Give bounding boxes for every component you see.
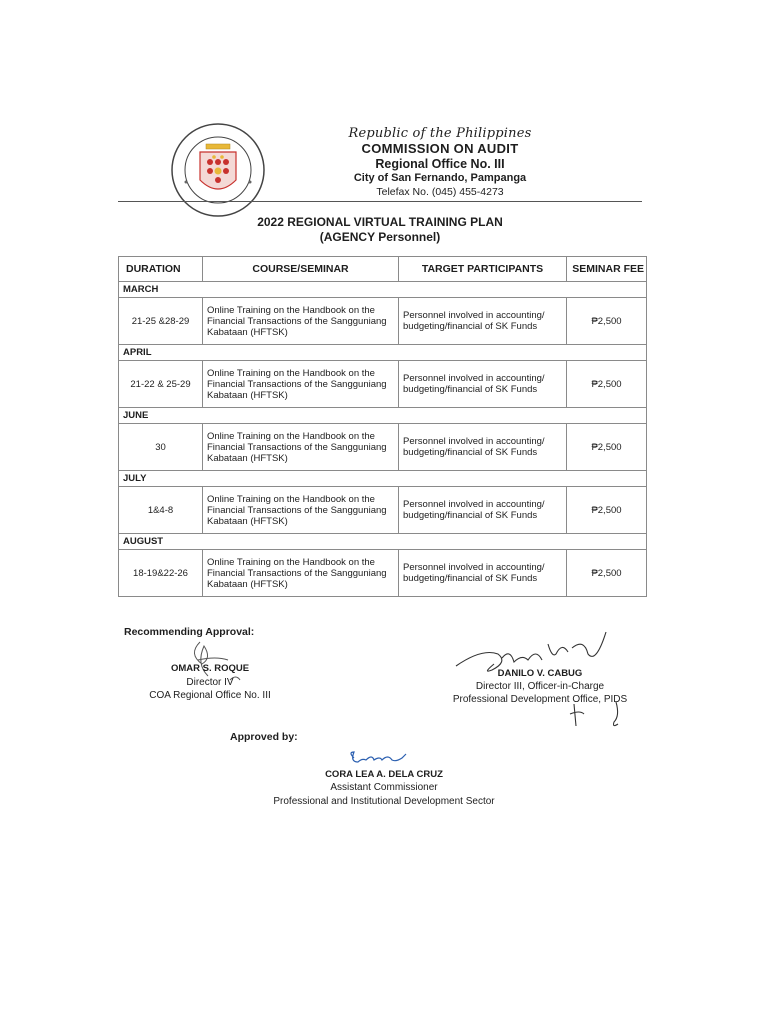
fee-cell: ₱2,500 — [567, 424, 647, 471]
duration-cell: 21-22 & 25-29 — [119, 361, 203, 408]
course-cell: Online Training on the Handbook on the Financial Transactions of the Sangguniang Kabataan (HFTSK) — [203, 550, 399, 597]
document-subtitle: (AGENCY Personnel) — [319, 230, 441, 244]
cora-dela-cruz-signature-icon — [346, 748, 416, 770]
coa-seal-icon — [170, 122, 266, 218]
course-cell: Online Training on the Handbook on the Financial Transactions of the Sangguniang Kabataan (HFTSK) — [203, 298, 399, 345]
bottom-signatory-position: Assistant Commissioner — [330, 782, 438, 793]
bottom-signatory-office: Professional and Institutional Development Sector — [273, 796, 495, 807]
course-cell: Online Training on the Handbook on the Financial Transactions of the Sangguniang Kabataan (HFTSK) — [203, 487, 399, 534]
month-label: JULY — [119, 471, 647, 487]
left-signatory-position: Director IV — [186, 677, 234, 688]
republic-heading: Republic of the Philippines — [348, 126, 532, 141]
participants-cell: Personnel involved in accounting/ budgeting/financial of SK Funds — [399, 424, 567, 471]
telefax: Telefax No. (045) 455-4273 — [376, 186, 504, 198]
course-cell: Online Training on the Handbook on the Financial Transactions of the Sangguniang Kabataan (HFTSK) — [203, 361, 399, 408]
office-city: City of San Fernando, Pampanga — [353, 172, 527, 184]
month-label: AUGUST — [119, 534, 647, 550]
month-label: APRIL — [119, 345, 647, 361]
document-title: 2022 REGIONAL VIRTUAL TRAINING PLAN — [257, 215, 503, 229]
month-row — [119, 282, 647, 298]
participants-cell: Personnel involved in accounting/ budgeting/financial of SK Funds — [399, 487, 567, 534]
month-label: JUNE — [119, 408, 647, 424]
training-plan-table — [118, 256, 647, 597]
month-label: MARCH — [119, 282, 647, 298]
col-participants: TARGET PARTICIPANTS — [399, 257, 567, 282]
table-row — [119, 298, 647, 345]
month-row — [119, 534, 647, 550]
fee-cell: ₱2,500 — [567, 487, 647, 534]
right-signatory-position: Director III, Officer-in-Charge — [475, 681, 605, 692]
month-row — [119, 345, 647, 361]
participants-cell: Personnel involved in accounting/ budgeting/financial of SK Funds — [399, 361, 567, 408]
regional-office: Regional Office No. III — [375, 157, 505, 171]
fee-cell: ₱2,500 — [567, 298, 647, 345]
table-row — [119, 487, 647, 534]
fee-cell: ₱2,500 — [567, 550, 647, 597]
left-signatory-name: OMAR S. ROQUE — [170, 663, 250, 674]
left-signatory-office: COA Regional Office No. III — [149, 690, 271, 701]
duration-cell: 21-25 &28-29 — [119, 298, 203, 345]
agency-name: COMMISSION ON AUDIT — [361, 141, 519, 156]
duration-cell: 1&4-8 — [119, 487, 203, 534]
right-signatory-name: DANILO V. CABUG — [497, 668, 583, 679]
table-row — [119, 361, 647, 408]
approved-by-label: Approved by: — [230, 731, 298, 743]
duration-cell: 18-19&22-26 — [119, 550, 203, 597]
col-duration: DURATION — [119, 257, 203, 282]
recommending-approval-label: Recommending Approval: — [124, 626, 255, 638]
participants-cell: Personnel involved in accounting/ budgeting/financial of SK Funds — [399, 298, 567, 345]
col-course: COURSE/SEMINAR — [203, 257, 399, 282]
month-row — [119, 471, 647, 487]
col-fee: SEMINAR FEE — [567, 257, 647, 282]
duration-cell: 30 — [119, 424, 203, 471]
table-header-row — [119, 257, 647, 282]
right-signatory-office: Professional Development Office, PIDS — [452, 694, 628, 705]
bottom-signatory-name: CORA LEA A. DELA CRUZ — [325, 769, 443, 780]
initials-mark-icon — [568, 700, 638, 732]
course-cell: Online Training on the Handbook on the Financial Transactions of the Sangguniang Kabataan (HFTSK) — [203, 424, 399, 471]
table-row — [119, 550, 647, 597]
table-row — [119, 424, 647, 471]
header-divider — [118, 201, 642, 202]
fee-cell: ₱2,500 — [567, 361, 647, 408]
month-row — [119, 408, 647, 424]
participants-cell: Personnel involved in accounting/ budgeting/financial of SK Funds — [399, 550, 567, 597]
